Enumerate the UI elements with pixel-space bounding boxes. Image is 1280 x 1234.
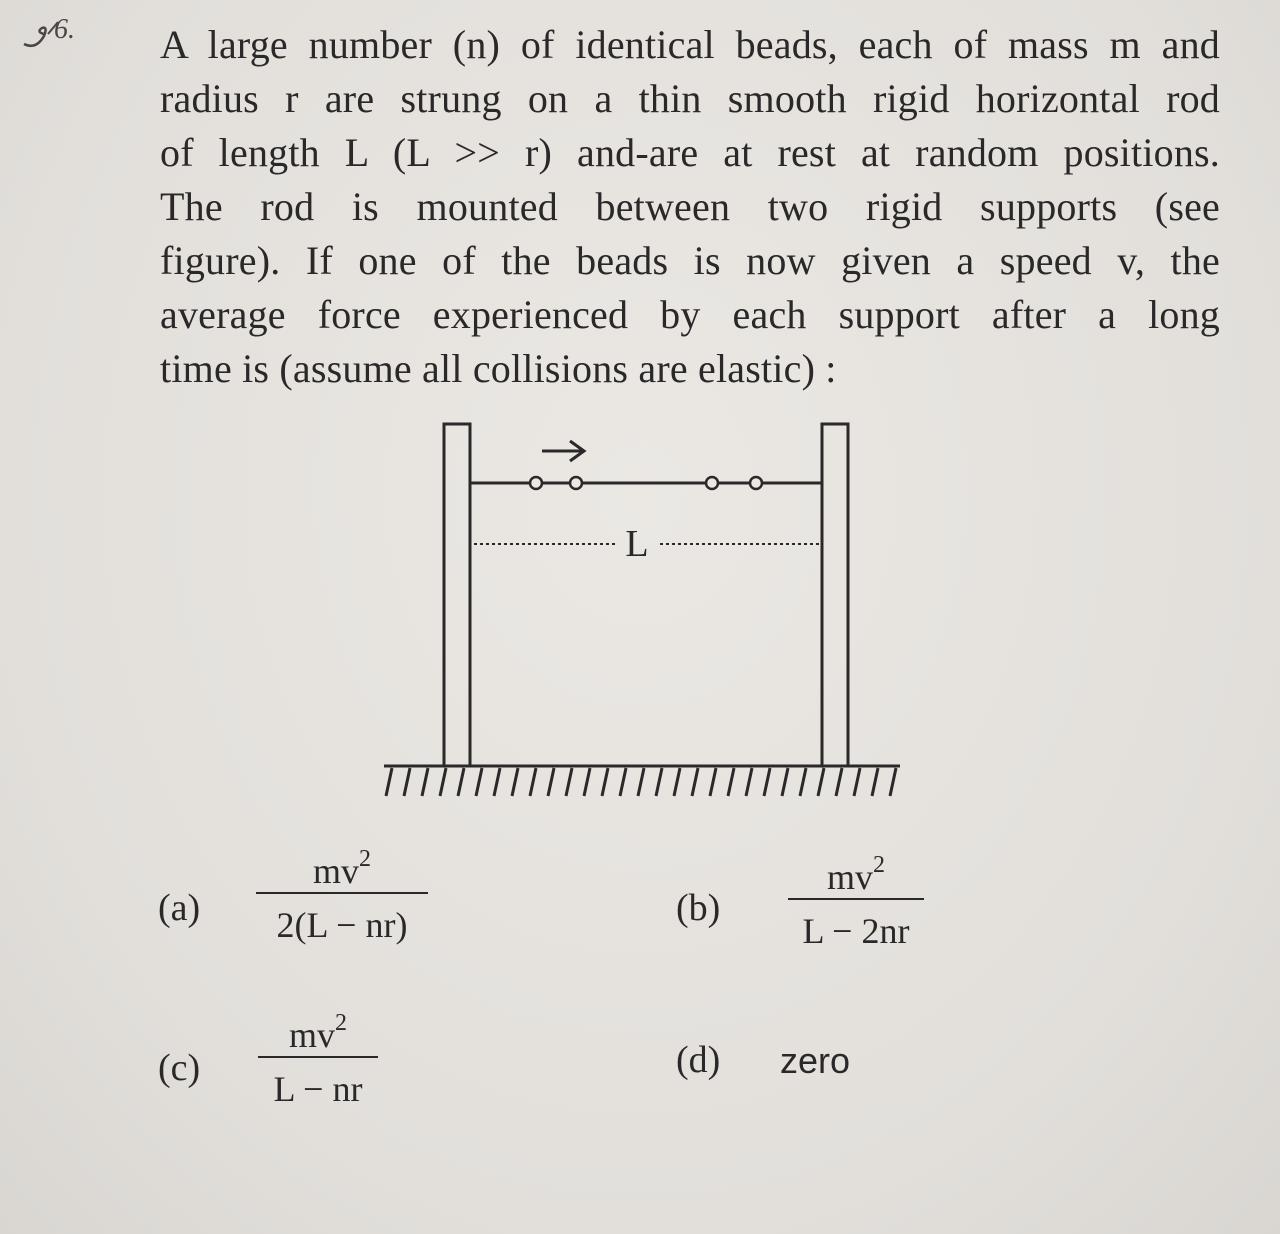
option-a-label[interactable]: (a)	[158, 887, 201, 929]
option-b-numerator: $mv^2$	[826, 852, 885, 897]
option-d-text[interactable]: zero	[780, 1040, 851, 1081]
fraction-bar	[256, 892, 428, 894]
option-b-fraction[interactable]	[788, 846, 924, 954]
question-number-text: 6.	[54, 14, 75, 45]
option-b-label[interactable]: (b)	[676, 887, 721, 929]
question-line-7: time is (assume all collisions are elastic) :	[160, 346, 837, 391]
question-line-6: average force experienced by each support after a long	[160, 292, 1220, 337]
option-a-numerator: $mv^2$	[312, 846, 371, 891]
option-b-denominator: L − 2nr	[802, 911, 910, 951]
option-c-label[interactable]: (c)	[158, 1047, 201, 1089]
option-a-denominator: 2(L − nr)	[276, 905, 408, 945]
length-label: L	[625, 523, 649, 565]
option-c-numerator: $mv^2$	[288, 1010, 347, 1055]
option-a-fraction[interactable]	[256, 840, 428, 948]
question-line-2: radius r are strung on a thin smooth rigid horizontal rod	[160, 76, 1220, 121]
question-line-3: of length L (L >> r) and-are at rest at random positions.	[160, 130, 1220, 175]
fraction-bar	[788, 898, 924, 900]
question-line-4: The rod is mounted between two rigid supports (see	[160, 184, 1220, 229]
fraction-bar	[258, 1056, 378, 1058]
option-d-label[interactable]: (d)	[676, 1039, 721, 1081]
question-line-1: A large number (n) of identical beads, each of mass m and	[160, 22, 1220, 67]
option-c-fraction[interactable]	[258, 1004, 378, 1112]
option-c-denominator: L − nr	[273, 1069, 363, 1109]
question-line-5: figure). If one of the beads is now given a speed v, the	[160, 238, 1220, 283]
